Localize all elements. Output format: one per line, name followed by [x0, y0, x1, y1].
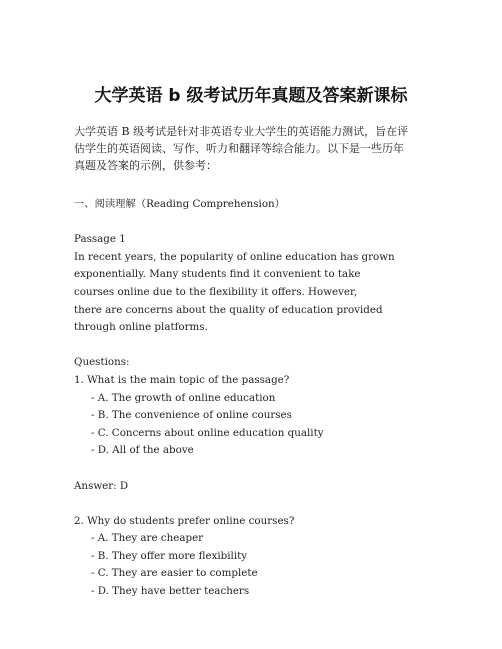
spacer	[74, 460, 454, 478]
question-2-option-c: - C. They are easier to complete	[91, 567, 258, 580]
passage-line: exponentially. Many students find it convenient to take	[74, 268, 361, 281]
intro-line: 大学英语 B 级考试是针对非英语专业大学生的英语能力测试，旨在评	[74, 125, 409, 138]
question-1-option-a: - A. The growth of online education	[91, 391, 276, 404]
questions-label: Questions:	[74, 356, 130, 369]
passage-line: In recent years, the popularity of online education has grown	[74, 250, 395, 263]
passage-line: there are concerns about the quality of education provided	[74, 303, 383, 316]
question-2-option-b: - B. They offer more flexibility	[91, 549, 248, 562]
intro-line: 估学生的英语阅读、写作、听力和翻译等综合能力。以下是一些历年	[74, 142, 404, 155]
main-content	[74, 196, 454, 601]
intro-line: 真题及答案的示例，供参考：	[74, 159, 217, 172]
question-1-option-b: - B. The convenience of online courses	[91, 409, 292, 422]
passage-line: through online platforms.	[74, 321, 208, 334]
passage-label: Passage 1	[74, 233, 126, 246]
question-1-answer: Answer: D	[74, 479, 129, 492]
question-1-option-c: - C. Concerns about online education quality	[91, 426, 324, 439]
spacer	[74, 214, 454, 232]
question-1-text: 1. What is the main topic of the passage?	[74, 373, 290, 386]
intro-paragraph	[74, 123, 436, 174]
question-1-option-d: - D. All of the above	[91, 444, 194, 457]
passage-line: courses online due to the flexibility it offers. However,	[74, 285, 358, 298]
section-heading: 一、阅读理解（Reading Comprehension）	[74, 198, 285, 210]
spacer	[74, 337, 454, 355]
question-2-option-a: - A. They are cheaper	[91, 532, 204, 545]
page-title: 大学英语 b 级考试历年真题及答案新课标	[94, 86, 408, 106]
question-2-text: 2. Why do students prefer online courses?	[74, 514, 295, 527]
question-2-option-d: - D. They have better teachers	[91, 585, 250, 598]
spacer	[74, 495, 454, 513]
